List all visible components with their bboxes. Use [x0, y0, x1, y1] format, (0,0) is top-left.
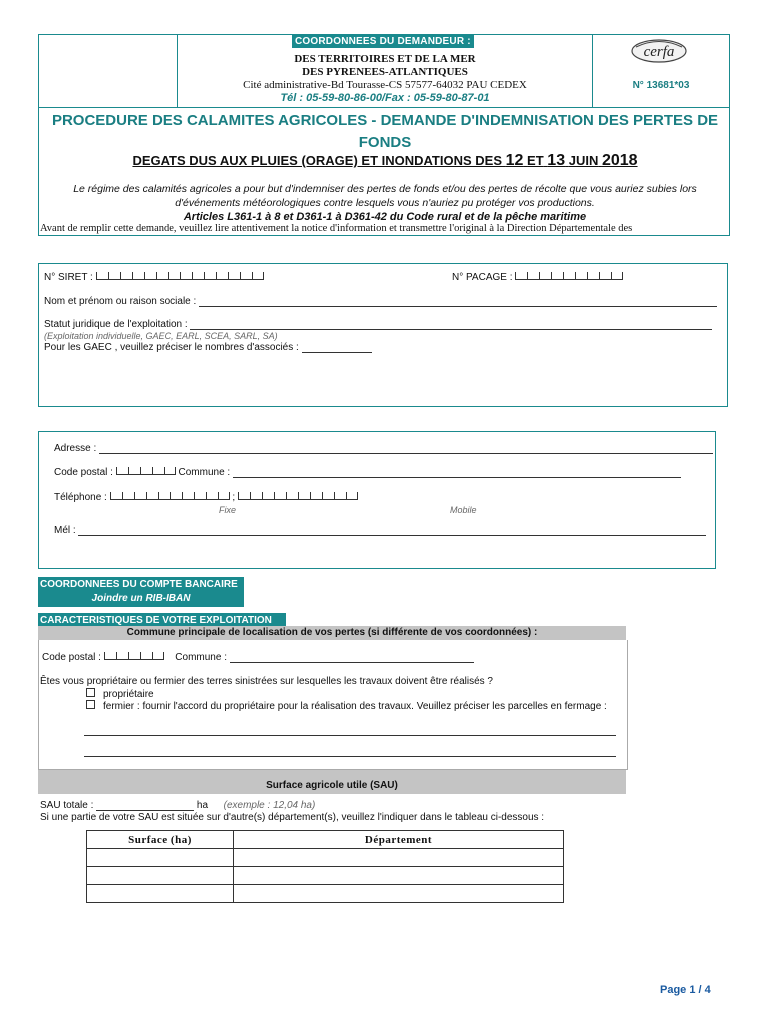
- char-box[interactable]: [168, 272, 180, 280]
- char-box[interactable]: [204, 272, 216, 280]
- gaec-field[interactable]: [302, 342, 372, 353]
- char-box[interactable]: [611, 272, 623, 280]
- siret-label: N° SIRET :: [44, 272, 93, 283]
- parcelles-line-2[interactable]: [84, 756, 616, 757]
- cerfa-logo: [630, 38, 688, 64]
- option-proprietaire-label: propriétaire: [103, 689, 154, 700]
- sub-title-prefix: DEGATS DUS AUX PLUIES (ORAGE) ET INONDATIONS DES: [132, 153, 502, 168]
- table-row: [87, 885, 564, 903]
- adresse-label: Adresse :: [54, 443, 97, 454]
- char-box[interactable]: [108, 272, 120, 280]
- pacage-row: [452, 272, 623, 283]
- mel-field[interactable]: [78, 525, 706, 536]
- char-box[interactable]: [286, 492, 298, 500]
- departement-cell[interactable]: [234, 849, 564, 867]
- header-line-1: DES TERRITOIRES ET DE LA MER: [294, 53, 476, 65]
- char-box[interactable]: [180, 272, 192, 280]
- gaec-label: Pour les GAEC , veuillez préciser le nombres d'associés :: [44, 342, 299, 353]
- char-box[interactable]: [110, 492, 122, 500]
- nom-row: [44, 296, 717, 307]
- char-box[interactable]: [310, 492, 322, 500]
- char-box[interactable]: [515, 272, 527, 280]
- siret-row: [44, 272, 264, 283]
- mel-label: Mél :: [54, 525, 76, 536]
- statut-row: [44, 319, 712, 330]
- char-box[interactable]: [298, 492, 310, 500]
- statut-label: Statut juridique de l'exploitation :: [44, 319, 188, 330]
- tel-mobile-input[interactable]: [238, 492, 358, 503]
- sub-title-day2: 13: [547, 152, 566, 169]
- sub-title: [42, 152, 728, 170]
- char-box[interactable]: [216, 272, 228, 280]
- char-box[interactable]: [140, 652, 152, 660]
- nom-label: Nom et prénom ou raison sociale :: [44, 296, 197, 307]
- sau-bar: Surface agricole utile (SAU): [38, 770, 626, 794]
- page-number: Page 1 / 4: [660, 984, 711, 996]
- statut-hint: (Exploitation individuelle, GAEC, EARL, SCEA, SARL, SA): [44, 331, 278, 341]
- articles-reference: Articles L361-1 à 8 et D361-1 à D361-42 du Code rural et de la pêche maritime: [183, 211, 587, 223]
- char-box[interactable]: [346, 492, 358, 500]
- sau-total-row: [40, 800, 315, 811]
- surface-cell[interactable]: [87, 867, 234, 885]
- siret-input[interactable]: [96, 272, 264, 283]
- surface-cell[interactable]: [87, 885, 234, 903]
- char-box[interactable]: [228, 272, 240, 280]
- fixe-caption: Fixe: [219, 505, 237, 515]
- departement-cell[interactable]: [234, 867, 564, 885]
- char-box[interactable]: [132, 272, 144, 280]
- tel-fixe-input[interactable]: [110, 492, 230, 503]
- char-box[interactable]: [120, 272, 132, 280]
- char-box[interactable]: [206, 492, 218, 500]
- sub-title-year: 2018: [601, 152, 638, 169]
- char-box[interactable]: [238, 492, 250, 500]
- header-logo-area: [38, 34, 178, 108]
- char-box[interactable]: [122, 492, 134, 500]
- sub-title-day1: 12: [505, 152, 524, 169]
- checkbox-fermier[interactable]: [86, 700, 95, 709]
- surface-cell[interactable]: [87, 849, 234, 867]
- pacage-label: N° PACAGE :: [452, 272, 513, 283]
- carac-commune-field[interactable]: [230, 652, 474, 663]
- mel-row: [54, 525, 706, 536]
- char-box[interactable]: [527, 272, 539, 280]
- char-box[interactable]: [182, 492, 194, 500]
- proprietaire-question: Êtes vous propriétaire ou fermier des terres sinistrées sur lesquelles les travaux doivent être réalisés ?: [40, 676, 493, 687]
- carac-cp-label: Code postal :: [42, 652, 101, 663]
- bank-title: COORDONNEES DU COMPTE BANCAIRE: [40, 579, 238, 590]
- checkbox-proprietaire[interactable]: [86, 688, 95, 697]
- departements-table: [86, 830, 564, 903]
- char-box[interactable]: [599, 272, 611, 280]
- char-box[interactable]: [156, 272, 168, 280]
- char-box[interactable]: [240, 272, 252, 280]
- sau-total-label: SAU totale :: [40, 800, 94, 811]
- sau-example: (exemple : 12,04 ha): [223, 800, 316, 811]
- char-box[interactable]: [563, 272, 575, 280]
- intro-text: Le régime des calamités agricoles a pour but d'indemniser des pertes de fonds et/ou des pertes de récolte que vous auriez subies lors d'événements météorologiques contre lesquels vous n'auriez pu protéger vos productions.: [73, 183, 697, 209]
- table-row: [87, 849, 564, 867]
- char-box[interactable]: [334, 492, 346, 500]
- carac-commune-label: Commune :: [175, 652, 227, 663]
- carac-cp-input[interactable]: [104, 652, 164, 663]
- carac-title: CARACTERISTIQUES DE VOTRE EXPLOITATION: [38, 613, 286, 627]
- departement-cell[interactable]: [234, 885, 564, 903]
- commune-field[interactable]: [233, 467, 681, 478]
- parcelles-line-1[interactable]: [84, 735, 616, 736]
- table-row: [87, 867, 564, 885]
- char-box[interactable]: [128, 467, 140, 475]
- header-phone: Tél : 05-59-80-86-00/Fax : 05-59-80-87-01: [280, 92, 490, 104]
- tel-separator: ;: [232, 492, 236, 503]
- nom-field[interactable]: [199, 296, 717, 307]
- sau-note: Si une partie de votre SAU est située sur d'autre(s) département(s), veuillez l'indiquer dans le tableau ci-dessous :: [40, 812, 545, 823]
- section-tag-demandeur: COORDONNEES DU DEMANDEUR :: [292, 35, 474, 48]
- char-box[interactable]: [192, 272, 204, 280]
- sub-title-month: JUIN: [568, 153, 599, 168]
- pacage-input[interactable]: [515, 272, 623, 283]
- char-box[interactable]: [274, 492, 286, 500]
- char-box[interactable]: [146, 492, 158, 500]
- sau-unit: ha: [196, 800, 209, 811]
- char-box[interactable]: [158, 492, 170, 500]
- char-box[interactable]: [575, 272, 587, 280]
- char-box[interactable]: [128, 652, 140, 660]
- table-header-row: [87, 831, 564, 849]
- tel-row: [54, 492, 358, 503]
- char-box[interactable]: [140, 467, 152, 475]
- char-box[interactable]: [252, 272, 264, 280]
- char-box[interactable]: [96, 272, 108, 280]
- char-box[interactable]: [134, 492, 146, 500]
- char-box[interactable]: [551, 272, 563, 280]
- char-box[interactable]: [218, 492, 230, 500]
- char-box[interactable]: [152, 467, 164, 475]
- adresse-field[interactable]: [99, 443, 713, 454]
- cp-input[interactable]: [116, 467, 176, 478]
- char-box[interactable]: [116, 467, 128, 475]
- char-box[interactable]: [262, 492, 274, 500]
- mobile-caption: Mobile: [450, 505, 477, 515]
- char-box[interactable]: [250, 492, 262, 500]
- char-box[interactable]: [539, 272, 551, 280]
- char-box[interactable]: [194, 492, 206, 500]
- option-fermier-label: fermier : fournir l'accord du propriétaire pour la réalisation des travaux. Veuillez préciser les parcelles en fermage :: [103, 701, 607, 712]
- bank-subtitle: Joindre un RIB-IBAN: [91, 593, 191, 604]
- cerfa-number: N° 13681*03: [632, 80, 690, 91]
- commune-label: Commune :: [178, 467, 231, 478]
- char-box[interactable]: [152, 652, 164, 660]
- option-fermier[interactable]: [86, 700, 607, 712]
- main-title: PROCEDURE DES CALAMITES AGRICOLES - DEMANDE D'INDEMNISATION DES PERTES DE FONDS: [51, 112, 719, 151]
- col-surface: Surface (ha): [87, 831, 234, 849]
- sau-total-field[interactable]: [96, 800, 194, 811]
- adresse-row: [54, 443, 713, 454]
- instructions-text: Avant de remplir cette demande, veuillez lire attentivement la notice d'information et transmettre l'original à la Direction Départementale des: [40, 223, 633, 234]
- header-line-2: DES PYRENEES-ATLANTIQUES: [302, 66, 468, 78]
- char-box[interactable]: [322, 492, 334, 500]
- cp-row: [54, 467, 681, 478]
- cp-label: Code postal :: [54, 467, 113, 478]
- statut-field[interactable]: [190, 319, 712, 330]
- header-address: Cité administrative-Bd Tourasse-CS 57577-64032 PAU CEDEX: [243, 79, 527, 91]
- char-box[interactable]: [116, 652, 128, 660]
- col-departement: Département: [234, 831, 564, 849]
- gaec-row: [44, 342, 372, 353]
- char-box[interactable]: [164, 467, 176, 475]
- tel-label: Téléphone :: [54, 492, 107, 503]
- char-box[interactable]: [170, 492, 182, 500]
- sub-title-et: ET: [527, 153, 544, 168]
- option-proprietaire[interactable]: [86, 688, 154, 700]
- char-box[interactable]: [104, 652, 116, 660]
- svg-text:cerfa: cerfa: [643, 44, 675, 60]
- char-box[interactable]: [144, 272, 156, 280]
- commune-bar: Commune principale de localisation de vos pertes (si différente de vos coordonnées) :: [38, 626, 626, 640]
- carac-cp-row: [42, 652, 474, 663]
- char-box[interactable]: [587, 272, 599, 280]
